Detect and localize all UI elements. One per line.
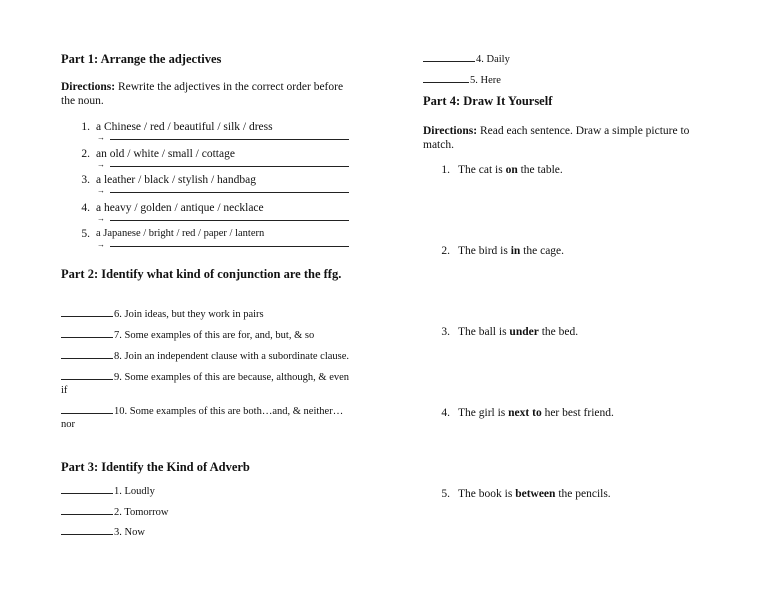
item-text: 3. Now [114, 527, 145, 538]
answer-line[interactable] [110, 192, 349, 193]
item-number: 5. [441, 488, 450, 500]
preposition: between [515, 488, 556, 500]
conjunction-item [61, 349, 357, 363]
item-text: 6. Join ideas, but they work in pairs [114, 309, 264, 320]
answer-blank[interactable] [61, 328, 113, 338]
conjunction-item [61, 404, 357, 431]
item-text-after: the pencils. [555, 488, 611, 500]
item-text: 1. Loudly [114, 486, 155, 497]
item-text [458, 407, 614, 419]
answer-line[interactable] [110, 246, 349, 247]
part1-directions-text: Rewrite the adjectives in the correct order before the noun. [61, 81, 344, 107]
item-number: 1. [441, 164, 450, 176]
answer-line[interactable] [110, 166, 349, 167]
item-text: a Chinese / red / beautiful / silk / dress [96, 121, 273, 133]
adverb-item [61, 484, 357, 498]
item-text: 5. Here [470, 75, 501, 86]
item-number: 3. [441, 326, 450, 338]
preposition: under [509, 326, 539, 338]
part1-directions-label: Directions: [61, 81, 116, 93]
item-text: a Japanese / bright / red / paper / lantern [96, 228, 265, 239]
part4-heading: Part 4: Draw It Yourself [423, 94, 553, 108]
item-text: 2. Tomorrow [114, 507, 169, 518]
item-text-after: her best friend. [541, 407, 614, 419]
part1-heading: Part 1: Arrange the adjectives [61, 52, 222, 66]
part3-heading: Part 3: Identify the Kind of Adverb [61, 460, 250, 474]
item-text: an old / white / small / cottage [96, 148, 235, 160]
item-text: a heavy / golden / antique / necklace [96, 202, 264, 214]
answer-blank[interactable] [423, 52, 475, 62]
part1-directions [61, 80, 353, 108]
item-text [458, 488, 611, 500]
item-text: a leather / black / stylish / handbag [96, 174, 256, 186]
arrow-icon: → [97, 186, 105, 195]
item-text: 9. Some examples of this are because, although, & even if [61, 372, 350, 396]
conjunction-item [61, 307, 357, 321]
item-number: 4. [81, 202, 90, 214]
item-text: 7. Some examples of this are for, and, but, & so [114, 330, 315, 341]
item-number: 1. [81, 121, 90, 133]
item-number: 4. [441, 407, 450, 419]
item-text-before: The cat is [458, 164, 506, 176]
answer-line[interactable] [110, 220, 349, 221]
item-text [458, 326, 578, 338]
answer-blank[interactable] [61, 349, 113, 359]
item-text: 10. Some examples of this are both…and, & neither…nor [61, 406, 344, 430]
answer-blank[interactable] [61, 404, 113, 414]
preposition: on [505, 164, 518, 176]
answer-line[interactable] [110, 139, 349, 140]
answer-blank[interactable] [423, 73, 469, 83]
item-text-after: the table. [517, 164, 563, 176]
item-text-before: The book is [458, 488, 516, 500]
item-number: 2. [81, 148, 90, 160]
answer-blank[interactable] [61, 525, 113, 535]
item-text [458, 164, 563, 176]
arrow-icon: → [97, 160, 105, 169]
item-text [458, 245, 564, 257]
answer-blank[interactable] [61, 505, 113, 515]
item-number: 5. [81, 228, 90, 240]
arrow-icon: → [97, 240, 105, 249]
answer-blank[interactable] [61, 307, 113, 317]
item-text-before: The bird is [458, 245, 511, 257]
adverb-item [61, 525, 357, 539]
conjunction-item [61, 370, 357, 397]
conjunction-item [61, 328, 357, 342]
preposition: next to [508, 407, 542, 419]
adverb-item [423, 73, 719, 87]
item-text-before: The ball is [458, 326, 510, 338]
part4-directions-label: Directions: [423, 125, 478, 137]
item-text: 8. Join an independent clause with a subordinate clause. [114, 351, 350, 362]
preposition: in [510, 245, 521, 257]
item-text-after: the cage. [520, 245, 565, 257]
adverb-item [61, 505, 357, 519]
part2-heading: Part 2: Identify what kind of conjunction are the ffg. [61, 267, 342, 281]
part4-directions [423, 124, 708, 152]
item-text: 4. Daily [476, 54, 510, 65]
arrow-icon: → [97, 214, 105, 223]
item-number: 3. [81, 174, 90, 186]
part4-directions-text: Read each sentence. Draw a simple picture to match. [423, 125, 690, 151]
item-text-before: The girl is [458, 407, 509, 419]
arrow-icon: → [97, 133, 105, 142]
item-text-after: the bed. [538, 326, 579, 338]
answer-blank[interactable] [61, 370, 113, 380]
adverb-item [423, 52, 719, 66]
answer-blank[interactable] [61, 484, 113, 494]
item-number: 2. [441, 245, 450, 257]
